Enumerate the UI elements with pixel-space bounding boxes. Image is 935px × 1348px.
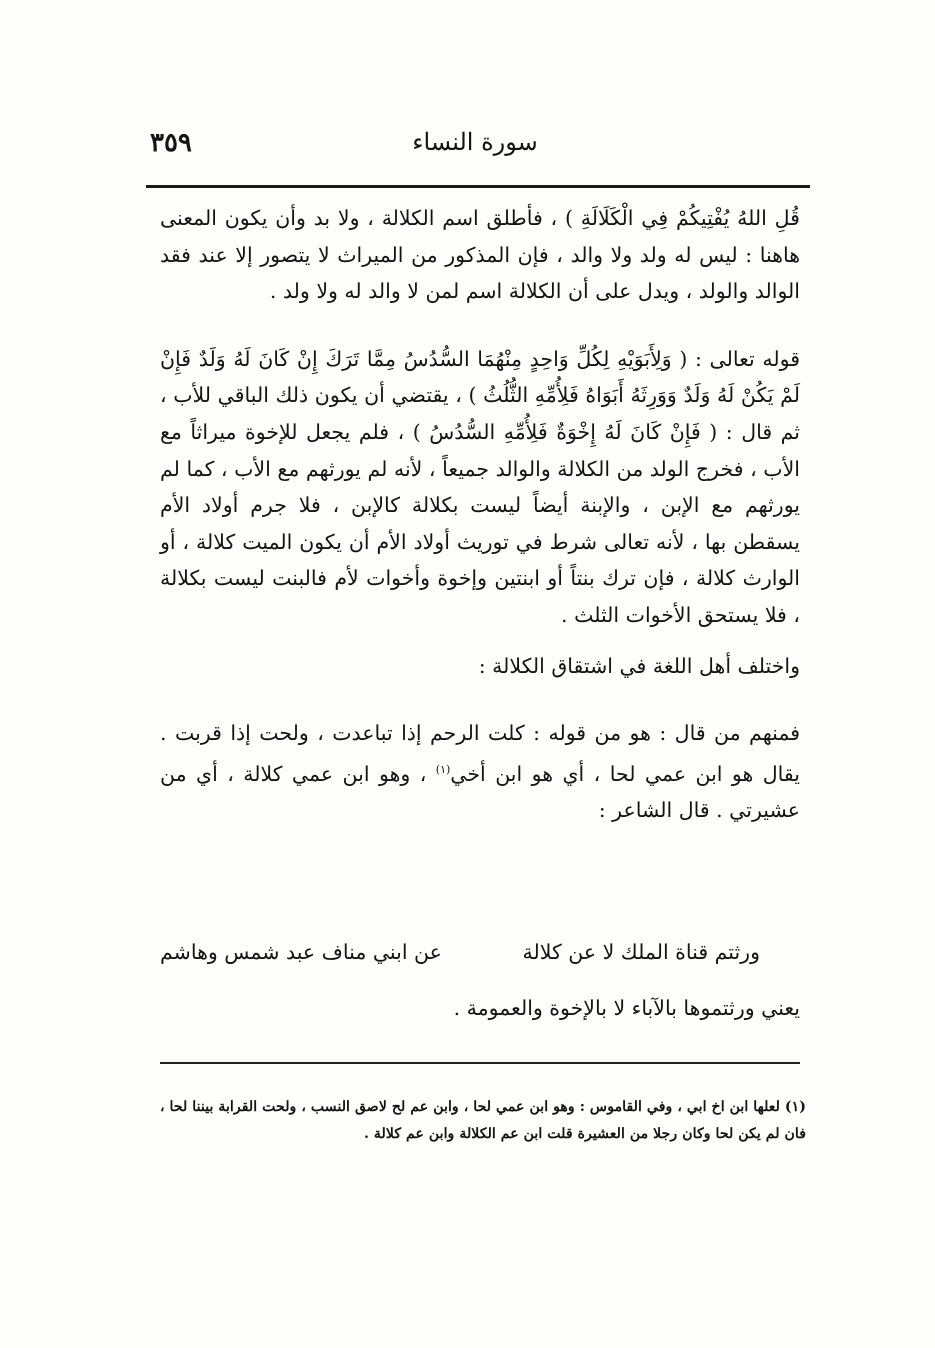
poetry-verse <box>160 940 800 980</box>
paragraph-2: قوله تعالى : ( وَلِأَبَوَيْهِ لِكُلِّ وَاحِدٍ مِنْهُمَا السُّدُسُ مِمَّا تَرَكَ إِنْ كَانَ لَهُ وَلَدٌ فَإِنْ لَمْ يَكُنْ لَهُ وَلَدٌ وَوَرِثَهُ أَبَوَاهُ فَلِأُمِّهِ الثُّلُثُ ) ، يقتضي أن يكون ذلك الباقي للأب ، ثم قال : ( فَإِنْ كَانَ لَهُ إِخْوَةٌ فَلِأُمِّهِ السُّدُسُ ) ، فلم يجعل للإخوة ميراثاً مع الأب ، فخرج الولد من الكلالة والوالد جميعاً ، لأنه لم يورثهم مع الأب ، كما لم يورثهم مع الإبن ، والإبنة أيضاً ليست بكلالة كالإبن ، فلا جرم أولاد الأم يسقطن بها ، لأنه تعالى شرط في توريث أولاد الأم أن يكون الميت كلالة ، أو الوارث كلالة ، فإن ترك بنتاً أو ابنتين وإخوة وأخوات لأم فالبنت ليست بكلالة ، فلا يستحق الأخوات الثلث . <box>160 346 800 627</box>
verse-second-hemistich: عن ابني مناف عبد شمس وهاشم <box>160 940 442 964</box>
paragraph-4-text-b: ، وهو ابن عمي كلالة ، أي من عشيرتي . قال الشاعر : <box>160 761 800 823</box>
footnote-rule <box>160 1062 800 1064</box>
paragraph-1: قُلِ اللهُ يُفْتِيكُمْ فِي الْكَلَالَةِ ) ، فأطلق اسم الكلالة ، ولا بد وأن يكون المعنى هاهنا : ليس له ولد ولا والد ، فإن المذكور من الميراث لا يتصور إلا عند فقد الوالد والولد ، ويدل على أن الكلالة اسم لمن لا والد له ولا ولد . <box>160 206 800 304</box>
footnote: (١) لعلها ابن اخ ابي ، وفي القاموس : وهو ابن عمي لحا ، وابن عم لح لاصق النسب ، ولحت القرابة بيننا لحا ، فان لم يكن لحا وكان رجلا من العشيرة قلت ابن عم الكلالة وابن عم كلالة . <box>160 1099 806 1142</box>
verse-first-hemistich: ورثتم قناة الملك لا عن كلالة <box>522 940 760 964</box>
paragraph-3: واختلف أهل اللغة في اشتقاق الكلالة : <box>478 653 800 678</box>
paragraph-4-text-a: فمنهم من قال : هو من قوله : كلت الرحم إذا تباعدت ، ولحت إذا قربت . يقال هو ابن عمي لحا ، أي هو ابن أخي <box>160 721 800 786</box>
running-title: سورة النساء <box>412 128 538 156</box>
page-number: ٣٥٩ <box>150 128 192 158</box>
body-text <box>160 200 800 829</box>
footnote-reference: (١) <box>435 762 451 776</box>
page-header <box>150 128 800 168</box>
header-rule <box>146 185 810 188</box>
paragraph-4 <box>160 715 800 829</box>
verse-explanation: يعني ورثتموها بالآباء لا بالإخوة والعمومة . <box>453 996 800 1020</box>
